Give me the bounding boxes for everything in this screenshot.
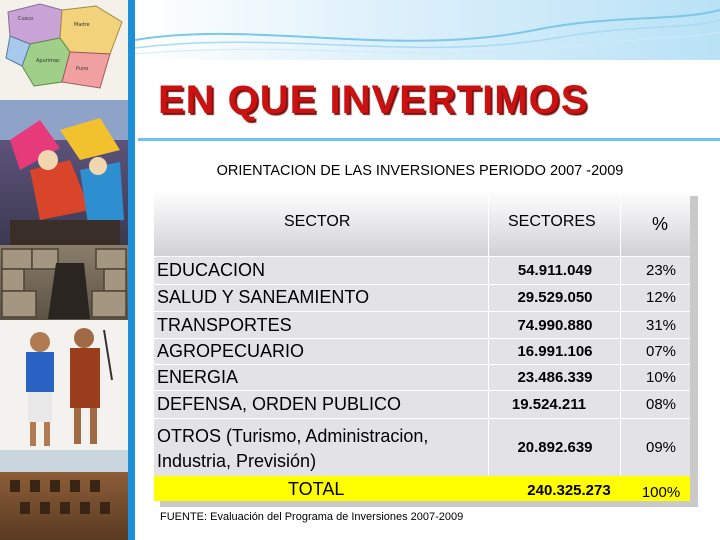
- table-row-amount: 20.892.639: [517, 439, 593, 456]
- table-subtitle: ORIENTACION DE LAS INVERSIONES PERIODO 2007 -2009: [216, 163, 624, 179]
- table-row-amount: 54.911.049: [517, 262, 593, 279]
- dancers-photo: [0, 100, 128, 245]
- svg-text:Madre: Madre: [74, 22, 90, 28]
- table-row-amount: 74.990.880: [517, 317, 593, 334]
- svg-text:Apurimac: Apurimac: [36, 58, 60, 64]
- table-row-amount: 29.529.050: [517, 289, 593, 306]
- table-row-sector-continued: Industria, Previsión): [157, 451, 317, 471]
- table-row-sector: ENERGIA: [157, 367, 239, 387]
- column-header-amount: SECTORES: [508, 213, 596, 230]
- side-divider: [128, 0, 135, 540]
- total-label: TOTAL: [288, 479, 345, 499]
- traditional-dress-photo: [0, 320, 128, 450]
- column-header-sector: SECTOR: [284, 213, 351, 230]
- source-note: FUENTE: Evaluación del Programa de Inversiones 2007-2009: [160, 511, 464, 523]
- table-row-sector: DEFENSA, ORDEN PUBLICO: [157, 394, 402, 414]
- table-row-percent: 23%: [645, 262, 677, 279]
- row-divider: [154, 256, 690, 257]
- table-row-percent: 31%: [645, 317, 677, 334]
- photo-column: [0, 0, 135, 540]
- table-row-percent: 09%: [645, 439, 677, 456]
- table-row-amount: 23.486.339: [517, 369, 593, 386]
- column-header-percent: %: [652, 214, 669, 234]
- total-amount: 240.325.273: [527, 482, 611, 499]
- table-row-sector: TRANSPORTES: [157, 315, 292, 335]
- table-row-sector: OTROS (Turismo, Administracion,: [157, 426, 429, 446]
- row-divider: [154, 418, 690, 419]
- title-underline: [138, 138, 720, 141]
- row-divider: [154, 338, 690, 339]
- table-row-percent: 12%: [645, 289, 677, 306]
- row-divider: [154, 390, 690, 391]
- table-row-sector: EDUCACION: [157, 260, 266, 280]
- table-row-percent: 08%: [645, 396, 677, 413]
- stone-wall-photo: [0, 245, 128, 320]
- table-row-sector: SALUD Y SANEAMIENTO: [157, 287, 370, 307]
- header-band: [135, 0, 720, 60]
- table-row-amount: 16.991.106: [517, 343, 593, 360]
- svg-text:Puno: Puno: [76, 66, 89, 72]
- row-divider: [154, 364, 690, 365]
- total-percent: 100%: [641, 484, 681, 501]
- table-row-percent: 07%: [645, 343, 677, 360]
- region-map-image: [0, 0, 128, 100]
- table-row-sector: AGROPECUARIO: [157, 341, 305, 361]
- table-row-percent: 10%: [645, 369, 677, 386]
- column-divider: [488, 190, 489, 501]
- table-row-amount: 19.524.211: [511, 396, 587, 413]
- row-divider: [154, 284, 690, 285]
- page-title: EN QUE INVERTIMOS: [158, 78, 589, 122]
- row-divider: [154, 311, 690, 312]
- svg-text:Cusco: Cusco: [18, 16, 34, 22]
- ruins-photo: [0, 450, 128, 540]
- column-divider: [620, 190, 621, 501]
